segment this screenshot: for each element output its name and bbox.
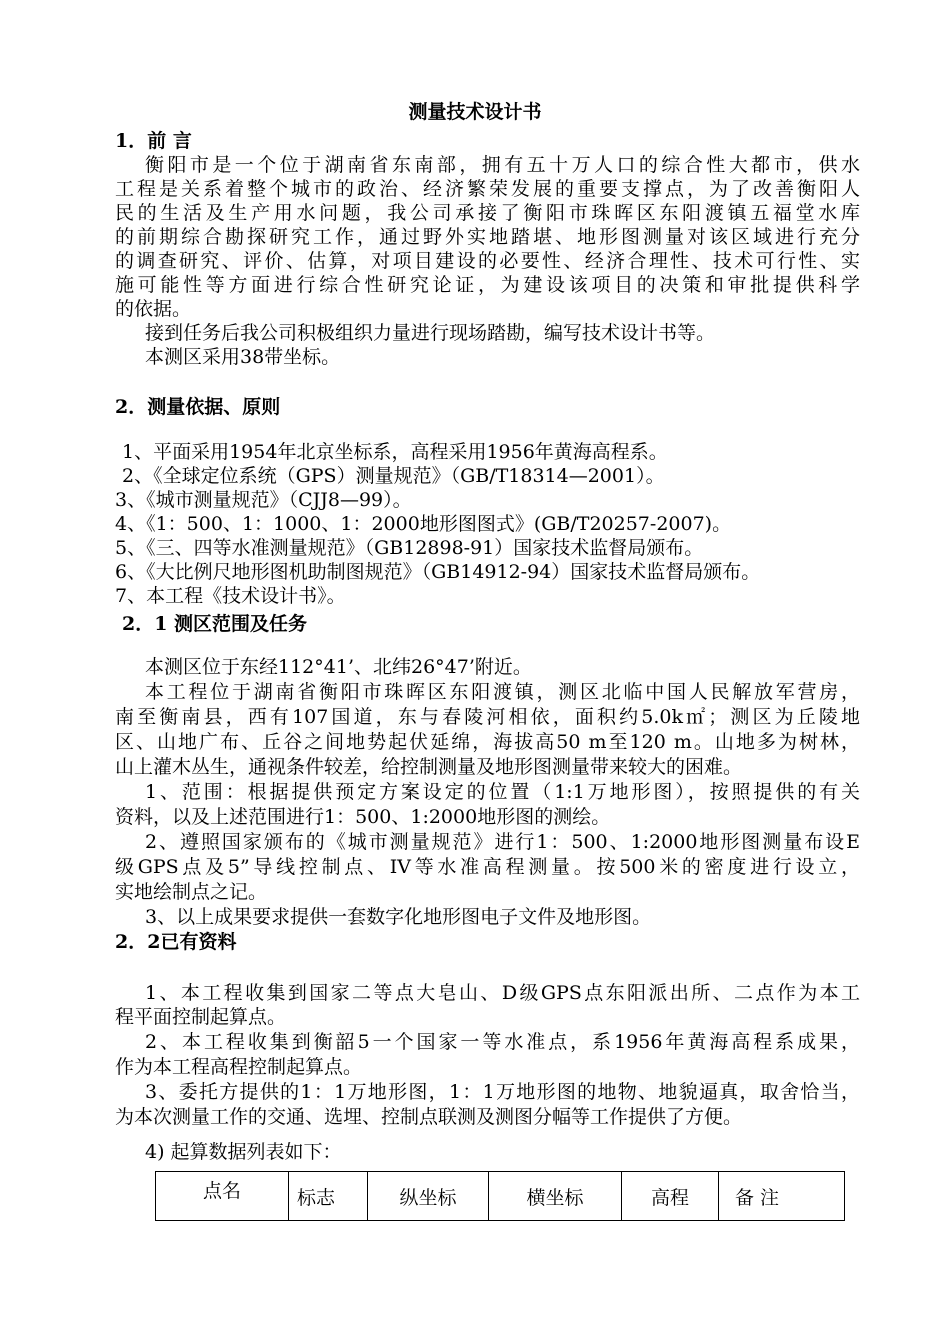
paragraph-line: 级GPS点及5”导线控制点、IV等水准高程测量。按500米的密度进行设立， [115, 856, 860, 878]
paragraph-line: 山上灌木丛生，通视条件较差，给控制测量及地形图测量带来较大的困难。 [115, 756, 743, 778]
paragraph-line: 3、以上成果要求提供一套数字化地形图电子文件及地形图。 [145, 906, 652, 928]
table-header-cell: 备 注 [719, 1172, 845, 1221]
paragraph-line: 2、本工程收集到衡韶5一个国家一等水准点，系1956年黄海高程系成果， [145, 1031, 860, 1053]
section-heading-basis: 2．测量依据、原则 [115, 396, 281, 418]
paragraph-line: 4) 起算数据列表如下： [145, 1141, 342, 1163]
paragraph-line: 作为本工程高程控制起算点。 [115, 1056, 363, 1078]
list-item: 2、《全球定位系统（GPS）测量规范》（GB/T18314—2001）。 [122, 465, 665, 487]
table-header-cell: 高程 [622, 1172, 719, 1221]
paragraph-line: 施可能性等方面进行综合性研究论证，为建设该项目的决策和审批提供科学 [115, 274, 860, 296]
paragraph-line: 2、遵照国家颁布的《城市测量规范》进行1：500、1:2000地形图测量布设E [145, 831, 860, 853]
section-heading-preface: 1．前 言 [115, 130, 192, 152]
paragraph-line: 1、范围：根据提供预定方案设定的位置（1:1万地形图），按照提供的有关 [145, 781, 860, 803]
table-header-cell: 标志 [289, 1172, 368, 1221]
page-title: 测量技术设计书 [408, 101, 542, 123]
paragraph-line: 3、委托方提供的1：1万地形图，1：1万地形图的地物、地貌逼真，取舍恰当， [145, 1081, 860, 1103]
paragraph-line: 1、本工程收集到国家二等点大皂山、D级GPS点东阳派出所、二点作为本工 [145, 982, 860, 1004]
paragraph-line: 南至衡南县，西有107国道，东与春陵河相依，面积约5.0k㎡；测区为丘陵地 [115, 706, 860, 728]
paragraph-line: 民的生活及生产用水问题，我公司承接了衡阳市珠晖区东阳渡镇五福堂水库 [115, 202, 860, 224]
list-item: 6、《大比例尺地形图机助制图规范》（GB14912-94）国家技术监督局颁布。 [115, 561, 761, 583]
paragraph-line: 本测区采用38带坐标。 [145, 346, 341, 368]
list-item: 4、《1：500、1：1000、1：2000地形图图式》(GB/T20257-2007)。 [115, 513, 732, 535]
paragraph-line: 为本次测量工作的交通、选埋、控制点联测及测图分幅等工作提供了方便。 [115, 1106, 743, 1128]
paragraph-line: 的调查研究、评价、估算，对项目建设的必要性、经济合理性、技术可行性、实 [115, 250, 860, 272]
paragraph-line: 工程是关系着整个城市的政治、经济繁荣发展的重要支撑点，为了改善衡阳人 [115, 178, 860, 200]
paragraph-line: 接到任务后我公司积极组织力量进行现场踏勘，编写技术设计书等。 [145, 322, 716, 344]
table-header-row [156, 1172, 845, 1221]
paragraph-line: 本工程位于湖南省衡阳市珠晖区东阳渡镇，测区北临中国人民解放军营房， [145, 681, 860, 703]
list-item: 5、《三、四等水准测量规范》（GB12898-91）国家技术监督局颁布。 [115, 537, 704, 559]
list-item: 3、《城市测量规范》（CJJ8—99）。 [115, 489, 412, 511]
list-item: 1、平面采用1954年北京坐标系，高程采用1956年黄海高程系。 [122, 441, 668, 463]
paragraph-line: 衡阳市是一个位于湖南省东南部，拥有五十万人口的综合性大都市，供水 [145, 154, 860, 176]
paragraph-line: 资料，以及上述范围进行1：500、1:2000地形图的测绘。 [115, 806, 611, 828]
paragraph-line: 本测区位于东经112°41’、北纬26°47’附近。 [145, 656, 532, 678]
start-data-table [155, 1171, 845, 1221]
paragraph-line: 实地绘制点之记。 [115, 881, 268, 903]
table-header-cell: 纵坐标 [368, 1172, 489, 1221]
paragraph-line: 区、山地广布、丘谷之间地势起伏延绵，海拔高50 m至120 m。山地多为树林， [115, 731, 860, 753]
table-header-cell: 点名 [156, 1172, 289, 1221]
paragraph-line: 的依据。 [115, 298, 192, 320]
section-heading-scope: 2．1 测区范围及任务 [122, 613, 308, 635]
table-header-cell: 横坐标 [489, 1172, 622, 1221]
section-heading-existing-data: 2．2已有资料 [115, 931, 237, 953]
paragraph-line: 程平面控制起算点。 [115, 1006, 287, 1028]
list-item: 7、本工程《技术设计书》。 [115, 585, 346, 607]
paragraph-line: 的前期综合勘探研究工作，通过野外实地踏堪、地形图测量对该区域进行充分 [115, 226, 860, 248]
